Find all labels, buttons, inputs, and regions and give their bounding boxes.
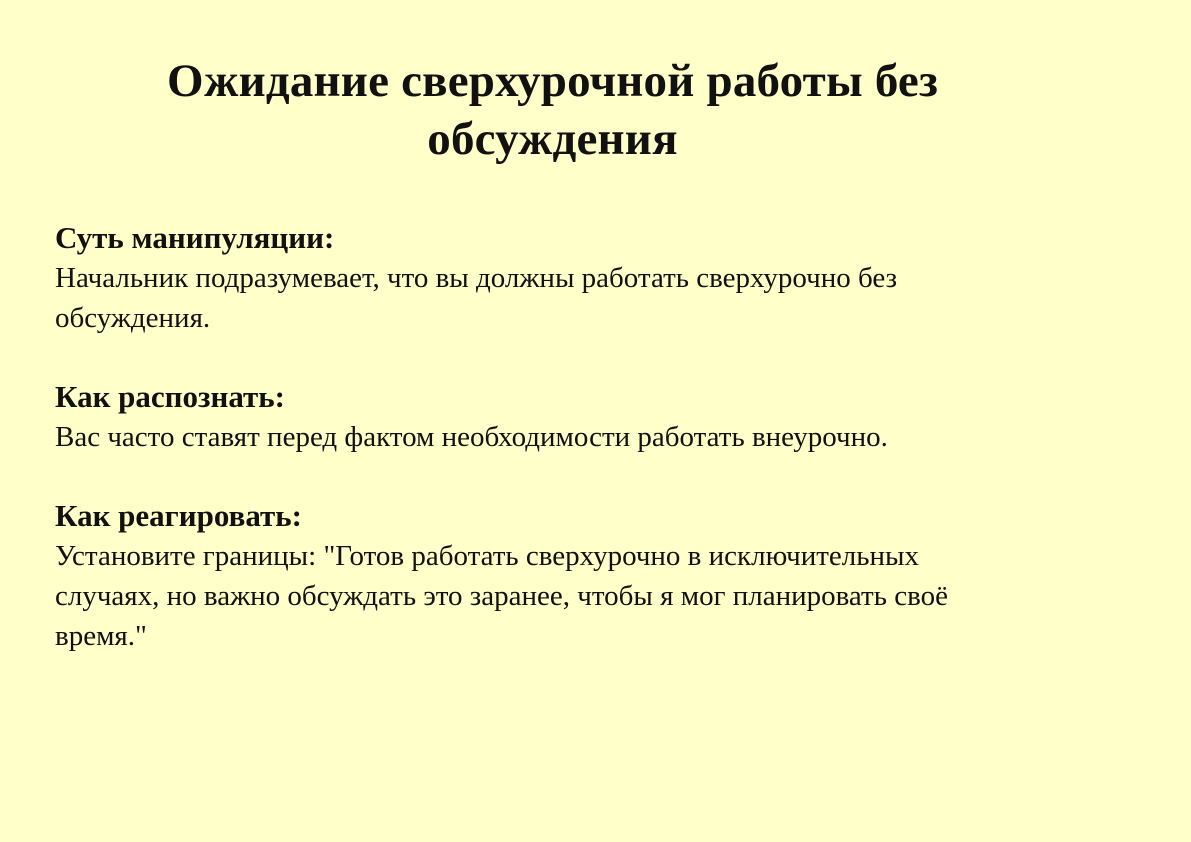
- content-sections: [55, 218, 1055, 695]
- manipulation-essence-heading: Суть манипуляции:: [55, 220, 335, 255]
- response-heading: Как реагировать:: [55, 498, 302, 533]
- manipulation-essence-section: [55, 218, 1055, 338]
- response-section: [55, 496, 1055, 656]
- response-text: Установите границы: "Готов работать сверхурочно в исключительных случаях, но важно обсуждать это заранее, чтобы я мог планировать своё время.": [55, 540, 948, 652]
- manipulation-essence-text: Начальник подразумевает, что вы должны работать сверхурочно без обсуждения.: [55, 262, 898, 334]
- page-title: Ожидание сверхурочной работы без обсуждения: [166, 55, 939, 165]
- recognition-heading: Как распознать:: [55, 379, 286, 414]
- recognition-text: Вас часто ставят перед фактом необходимости работать внеурочно.: [55, 421, 888, 453]
- recognition-section: [55, 377, 1055, 457]
